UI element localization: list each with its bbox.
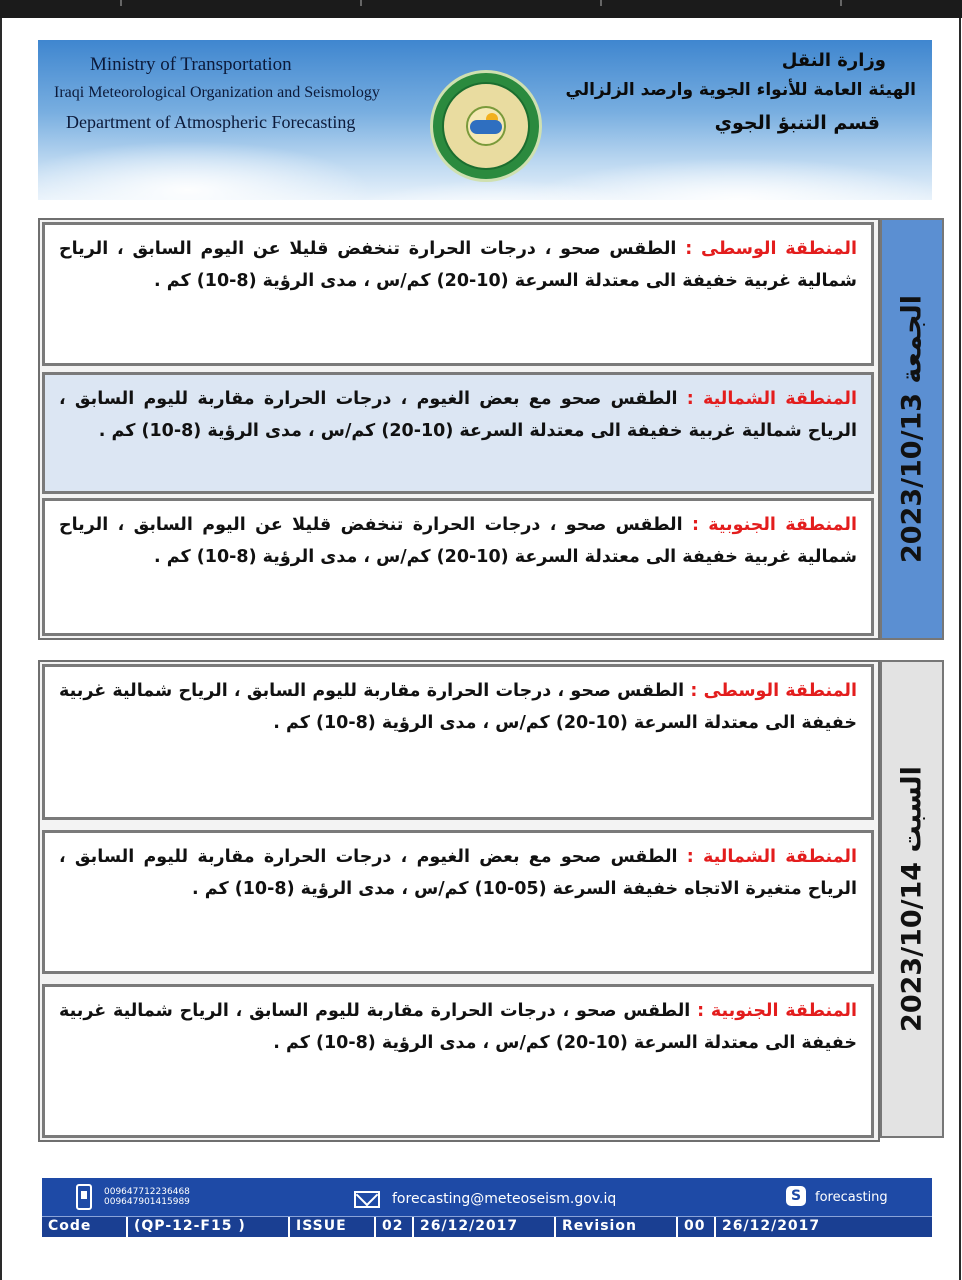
forecast-central-day-1 [42,222,874,366]
revision-number: 00 [678,1217,716,1237]
organization-name-ar: الهيئة العامة للأنواء الجوية وارصد الزلزالي [565,80,916,100]
code-label: Code [42,1217,128,1237]
day-label-column-2 [880,660,944,1138]
divider [840,0,842,6]
top-edge-bar [0,0,962,18]
ministry-name-ar: وزارة النقل [781,50,886,71]
region-label: المنطقة الشمالية : [686,389,857,409]
code-value: (QP-12-F15 ) [128,1217,290,1237]
divider [360,0,362,6]
forecast-north-day-2 [42,830,874,974]
organization-name-en: Iraqi Meteorological Organization and Seismology [54,84,380,101]
phone-number-2: 009647901415989 [104,1197,190,1207]
mail-icon [354,1191,380,1208]
divider [600,0,602,6]
ministry-name-en: Ministry of Transportation [90,54,292,75]
forecast-text: الطقس صحو ، درجات الحرارة مقاربة لليوم السابق ، الرياح شمالية غربية خفيفة الى معتدلة السرعة (10-20) كم/س ، مدى الرؤية (8-10) كم . [59,1001,857,1053]
department-name-en: Department of Atmospheric Forecasting [66,112,356,132]
region-label: المنطقة الجنوبية : [697,1001,858,1021]
day-date-label: السبت 2023/10/14 [896,766,928,1032]
cloud-icon [470,120,502,134]
forecast-text: الطقس صحو مع بعض الغيوم ، درجات الحرارة مقاربة لليوم السابق ، الرياح شمالية غربية خفيفة الى معتدلة السرعة (10-20) كم/س ، مدى الرؤية (8-10) كم . [59,389,857,441]
issue-date: 26/12/2017 [414,1217,556,1237]
day-label-column-1 [880,218,944,640]
meteorology-seal-icon [430,70,542,182]
seal-core [466,106,506,146]
region-label: المنطقة الوسطى : [685,239,857,259]
revision-label: Revision [556,1217,678,1237]
region-label: المنطقة الجنوبية : [691,515,857,535]
left-edge-line [0,18,2,1280]
contact-bar [42,1178,932,1216]
forecast-text: الطقس صحو ، درجات الحرارة مقاربة لليوم السابق ، الرياح شمالية غربية خفيفة الى معتدلة السرعة (10-20) كم/س ، مدى الرؤية (8-10) كم . [59,681,857,733]
skype-icon: S [786,1186,806,1206]
forecast-text: الطقس صحو مع بعض الغيوم ، درجات الحرارة مقاربة لليوم السابق ، الرياح متغيرة الاتجاه خفيفة السرعة (05-10) كم/س ، مدى الرؤية (8-10) كم . [59,847,857,899]
header-banner [38,40,932,200]
document-control-bar [42,1216,932,1237]
day-date-label: الجمعة 2023/10/13 [896,295,928,563]
forecast-text: الطقس صحو ، درجات الحرارة تنخفض قليلا عن اليوم السابق ، الرياح شمالية غربية خفيفة الى معتدلة السرعة (10-20) كم/س ، مدى الرؤية (8-10) كم . [59,515,857,567]
forecast-central-day-2 [42,664,874,820]
skype-handle: forecasting [815,1190,888,1205]
document-footer [42,1178,932,1236]
issue-label: ISSUE [290,1217,376,1237]
phone-numbers [104,1187,190,1207]
revision-date: 26/12/2017 [722,1218,821,1234]
phone-icon [76,1184,92,1210]
forecast-text: الطقس صحو ، درجات الحرارة تنخفض قليلا عن اليوم السابق ، الرياح شمالية غربية خفيفة الى معتدلة السرعة (10-20) كم/س ، مدى الرؤية (8-10) كم . [59,239,857,291]
forecast-south-day-1 [42,498,874,636]
seal-ring [442,82,530,170]
issue-number: 02 [376,1217,414,1237]
divider [120,0,122,6]
region-label: المنطقة الوسطى : [690,681,858,701]
region-label: المنطقة الشمالية : [686,847,857,867]
forecast-south-day-2 [42,984,874,1138]
right-edge-line [959,18,961,1280]
department-name-ar: قسم التنبؤ الجوي [714,112,880,134]
phone-number-1: 009647712236468 [104,1187,190,1197]
email-address[interactable]: forecasting@meteoseism.gov.iq [392,1191,617,1207]
forecast-north-day-1 [42,372,874,494]
